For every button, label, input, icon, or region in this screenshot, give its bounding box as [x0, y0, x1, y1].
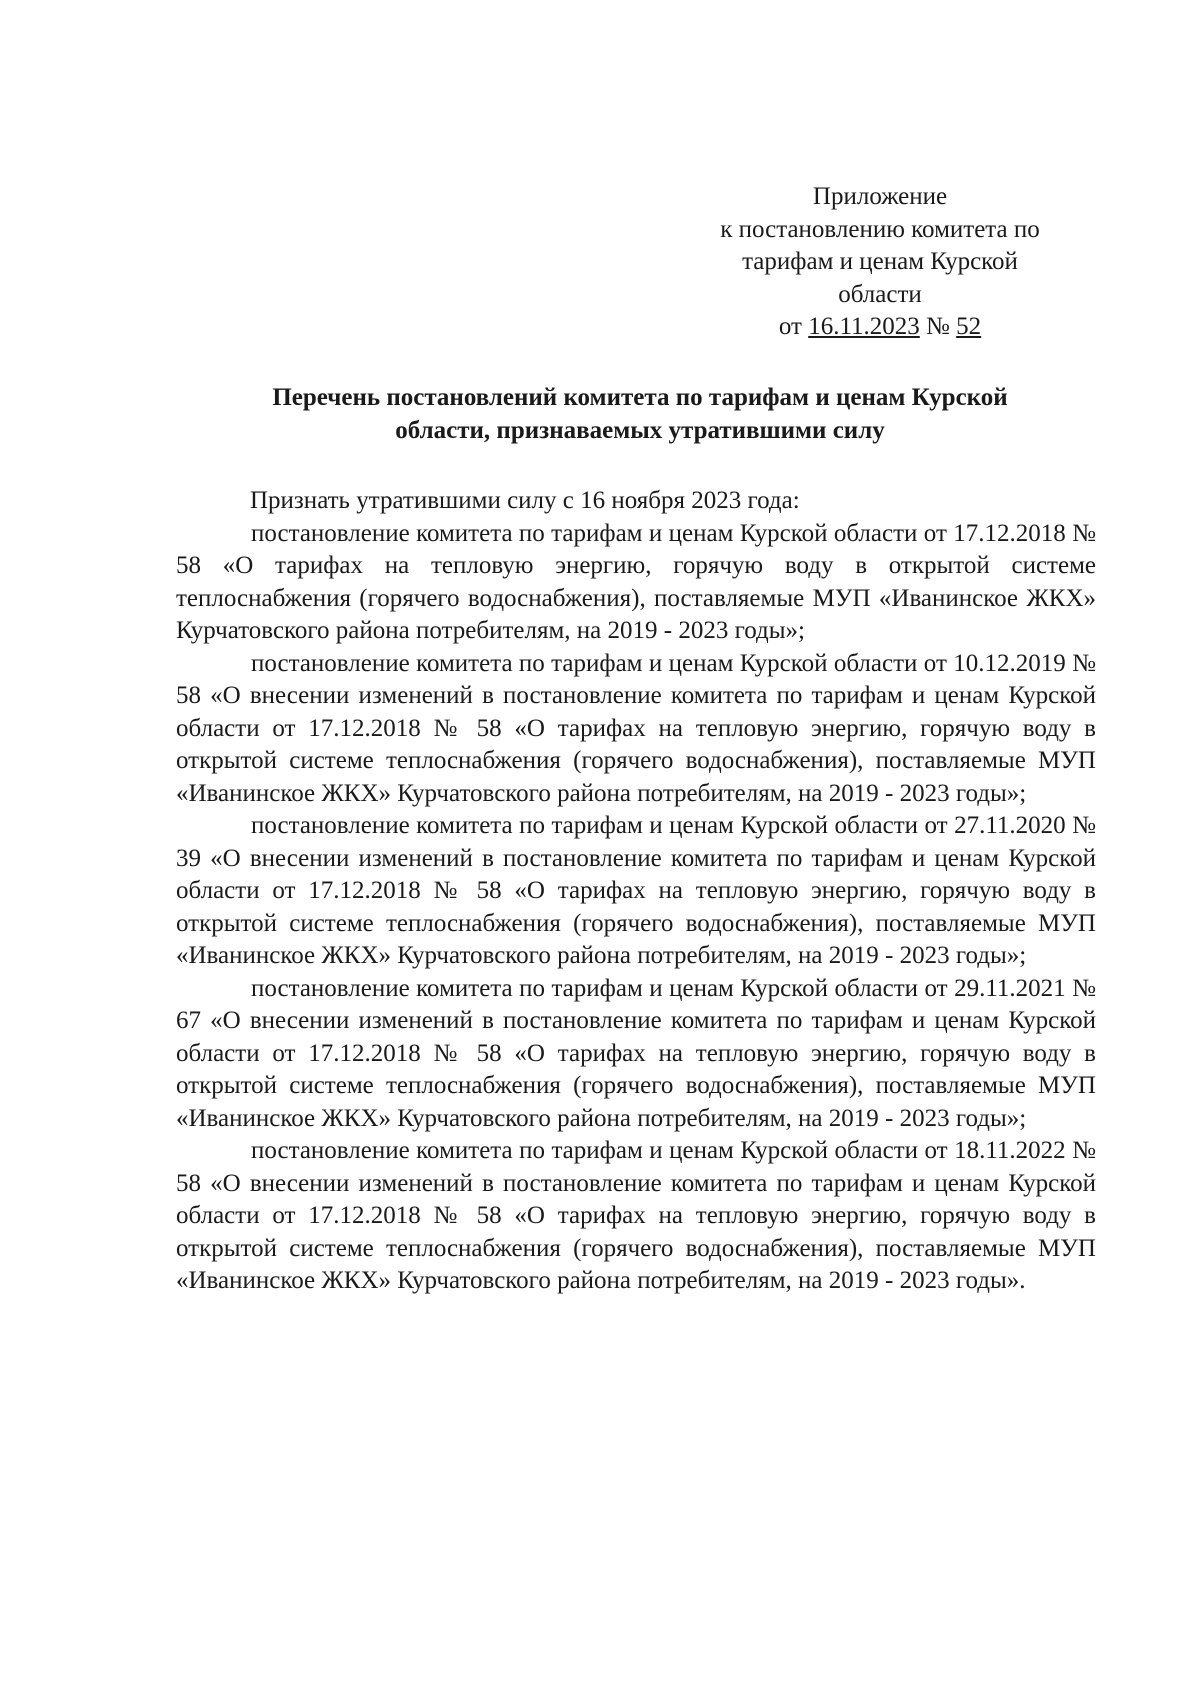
resolution-item: постановление комитета по тарифам и ценам Курской области от 27.11.2020 № 39 «О внесении изменений в постановление комитета по тарифам и ценам Курской области от 17.12.2018 № 58 «О тарифах на тепловую энергию, горячую воду в открытой системе теплоснабжения (горячего водоснабжения), поставляемые МУП «Иванинское ЖКХ» Курчатовского района потребителям, на 2019 - 2023 годы»;	[176, 812, 1096, 969]
appendix-number: 52	[956, 313, 982, 340]
resolution-item: постановление комитета по тарифам и ценам Курской области от 10.12.2019 № 58 «О внесении изменений в постановление комитета по тарифам и ценам Курской области от 17.12.2018 № 58 «О тарифах на тепловую энергию, горячую воду в открытой системе теплоснабжения (горячего водоснабжения), поставляемые МУП «Иванинское ЖКХ» Курчатовского района потребителям, на 2019 - 2023 годы»;	[176, 649, 1096, 807]
appendix-header	[690, 181, 1070, 344]
document-title-line-2: области, признаваемых утратившими силу	[395, 416, 885, 444]
lead-paragraph: Признать утратившими силу с 16 ноября 2023 года:	[250, 487, 800, 514]
document-title-line-1: Перечень постановлений комитета по тарифам и ценам Курской	[272, 384, 1008, 411]
appendix-date-prefix: от	[778, 313, 802, 340]
document-title	[180, 382, 1100, 447]
resolution-item: постановление комитета по тарифам и ценам Курской области от 29.11.2021 № 67 «О внесении изменений в постановление комитета по тарифам и ценам Курской области от 17.12.2018 № 58 «О тарифах на тепловую энергию, горячую воду в открытой системе теплоснабжения (горячего водоснабжения), поставляемые МУП «Иванинское ЖКХ» Курчатовского района потребителям, на 2019 - 2023 годы»;	[176, 974, 1096, 1132]
appendix-date: 16.11.2023	[808, 313, 920, 340]
resolution-item: постановление комитета по тарифам и ценам Курской области от 18.11.2022 № 58 «О внесении изменений в постановление комитета по тарифам и ценам Курской области от 17.12.2018 № 58 «О тарифах на тепловую энергию, горячую воду в открытой системе теплоснабжения (горячего водоснабжения), поставляемые МУП «Иванинское ЖКХ» Курчатовского района потребителям, на 2019 - 2023 годы».	[176, 1137, 1096, 1294]
appendix-line-4: области	[838, 280, 922, 308]
appendix-date-line	[690, 311, 1070, 344]
appendix-line-3: тарифам и ценам Курской	[742, 248, 1018, 275]
appendix-number-sign: №	[926, 313, 950, 340]
resolution-list	[176, 518, 1096, 1298]
appendix-title: Приложение	[812, 183, 948, 210]
resolution-item: постановление комитета по тарифам и ценам Курской области от 17.12.2018 № 58 «О тарифах на тепловую энергию, горячую воду в открытой системе теплоснабжения (горячего водоснабжения), поставляемые МУП «Иванинское ЖКХ» Курчатовского района потребителям, на 2019 - 2023 годы»;	[176, 519, 1096, 644]
appendix-line-2: к постановлению комитета по	[720, 215, 1040, 243]
